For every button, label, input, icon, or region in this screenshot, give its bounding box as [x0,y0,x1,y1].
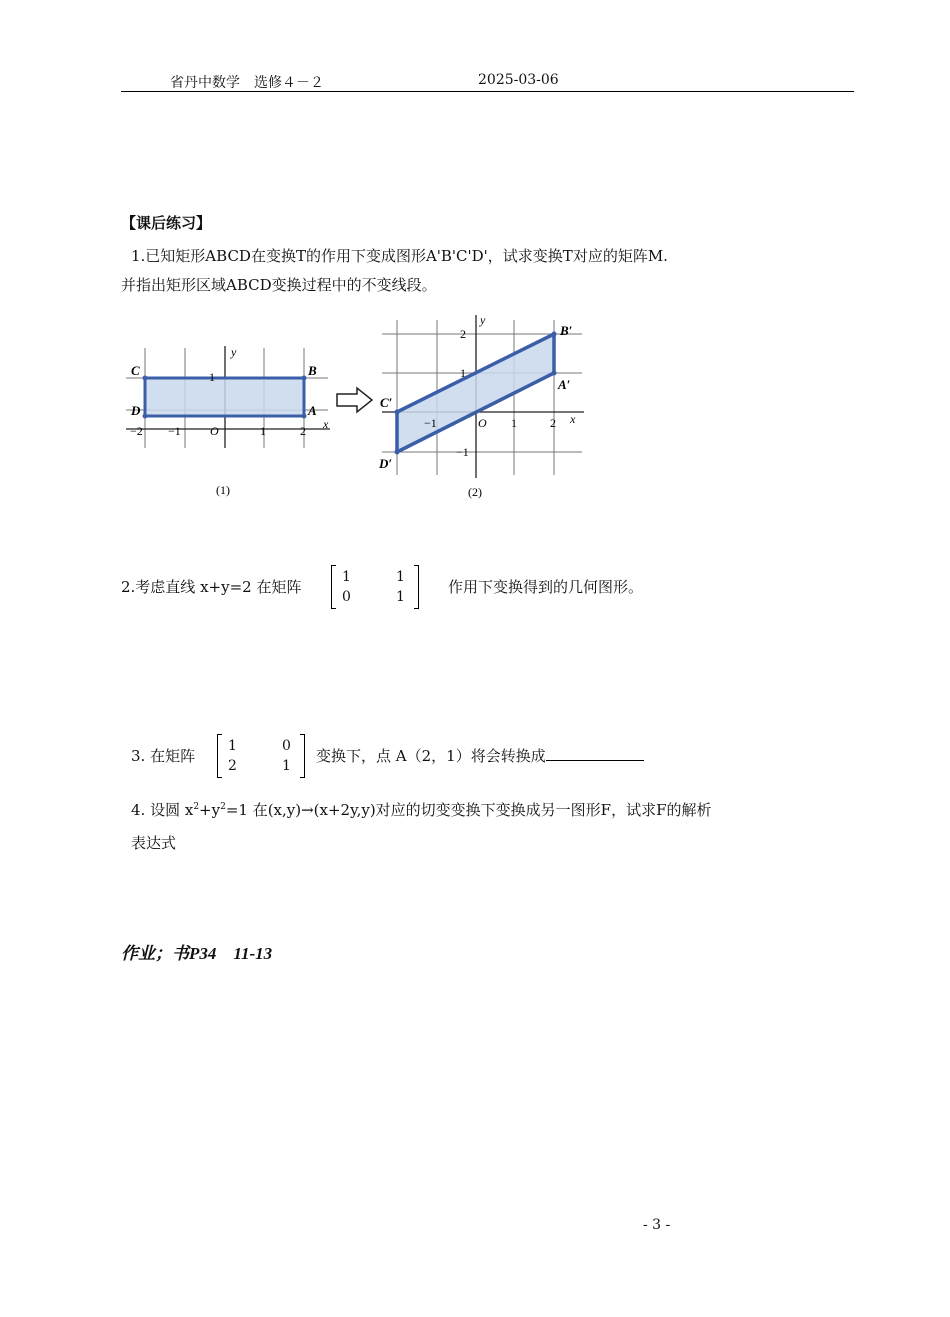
fig1-label-c: C [131,363,140,378]
fig2-tick-y2: 2 [460,327,466,341]
q3-matrix [217,735,305,777]
fig2-tick-y1: 1 [460,366,466,380]
q2-prefix: 2.考虑直线 x+y=2 在矩阵 [121,578,302,596]
q4-line1-b: +y [199,801,221,819]
q3-answer-blank[interactable] [546,746,644,761]
fig1-label-b: B [308,363,317,378]
fig2-label-c: C′ [380,395,393,410]
fig2-caption: (2) [468,485,482,499]
fig2-tick-xneg1: −1 [424,416,437,430]
fig1-caption: (1) [216,483,230,497]
q2-matrix [331,566,419,608]
fig1-label-a: A [308,403,317,418]
figure-1 [118,318,340,503]
q4-line2: 表达式 [131,834,177,852]
figure-2 [372,310,617,505]
q3-prefix: 3. 在矩阵 [131,747,196,765]
q3-suffix-line [316,745,644,766]
fig1-tick-y1: 1 [209,370,215,384]
fig2-x-label: x [570,412,576,426]
q4-sup2: 2 [220,802,226,812]
transform-arrow-icon [335,386,375,414]
rect-abcd [145,378,304,416]
q2-suffix: 作用下变换得到的几何图形。 [448,578,644,596]
q3-m22: 1 [282,758,291,774]
q1-line2: 并指出矩形区域ABCD变换过程中的不变线段。 [121,276,437,294]
page-number: - 3 - [643,1217,671,1233]
fig1-tick-x-neg2: −2 [130,424,143,438]
q2-m12: 1 [396,569,405,585]
fig2-label-d: D′ [379,456,393,471]
q1-line1: 1.已知矩形ABCD在变换T的作用下变成图形A'B'C'D'，试求变换T对应的矩阵M. [131,247,668,265]
q2-m21: 0 [342,589,351,605]
q4-sup1: 2 [193,802,200,812]
fig2-origin: O [478,416,487,430]
fig1-y-label: y [231,345,237,359]
fig1-tick-x2: 2 [300,424,306,438]
fig1-tick-x-neg1: −1 [168,424,181,438]
q3-suffix: 变换下，点 A（2，1）将会转换成 [316,747,546,765]
q4-line1-a: 4. 设圆 x [131,801,194,819]
q4-line1 [131,799,712,820]
fig2-tick-x2: 2 [550,416,556,430]
q3-m21: 2 [228,758,237,774]
header-rule [121,91,854,92]
fig2-tick-x1: 1 [511,416,517,430]
header-date: 2025-03-06 [478,72,559,88]
fig2-tick-yneg1: −1 [456,445,469,459]
header-course: 省丹中数学 选修４－２ [170,75,324,91]
fig1-label-d: D [131,403,141,418]
section-title: 【课后练习】 [121,214,212,232]
q3-m12: 0 [282,738,291,754]
fig1-tick-x1: 1 [260,424,266,438]
fig1-x-label: x [323,417,329,431]
fig1-origin: O [210,424,219,438]
homework: 作业；书P34 11-13 [121,944,273,963]
q3-m11: 1 [228,738,237,754]
fig2-y-label: y [480,313,486,327]
q2-m11: 1 [342,569,351,585]
q4-line1-c: =1 在(x,y)→(x+2y,y)对应的切变变换下变换成另一图形F，试求F的解析 [225,801,712,819]
q2-m22: 1 [396,589,405,605]
fig2-label-a: A′ [558,377,571,392]
fig2-label-b: B′ [560,323,573,338]
